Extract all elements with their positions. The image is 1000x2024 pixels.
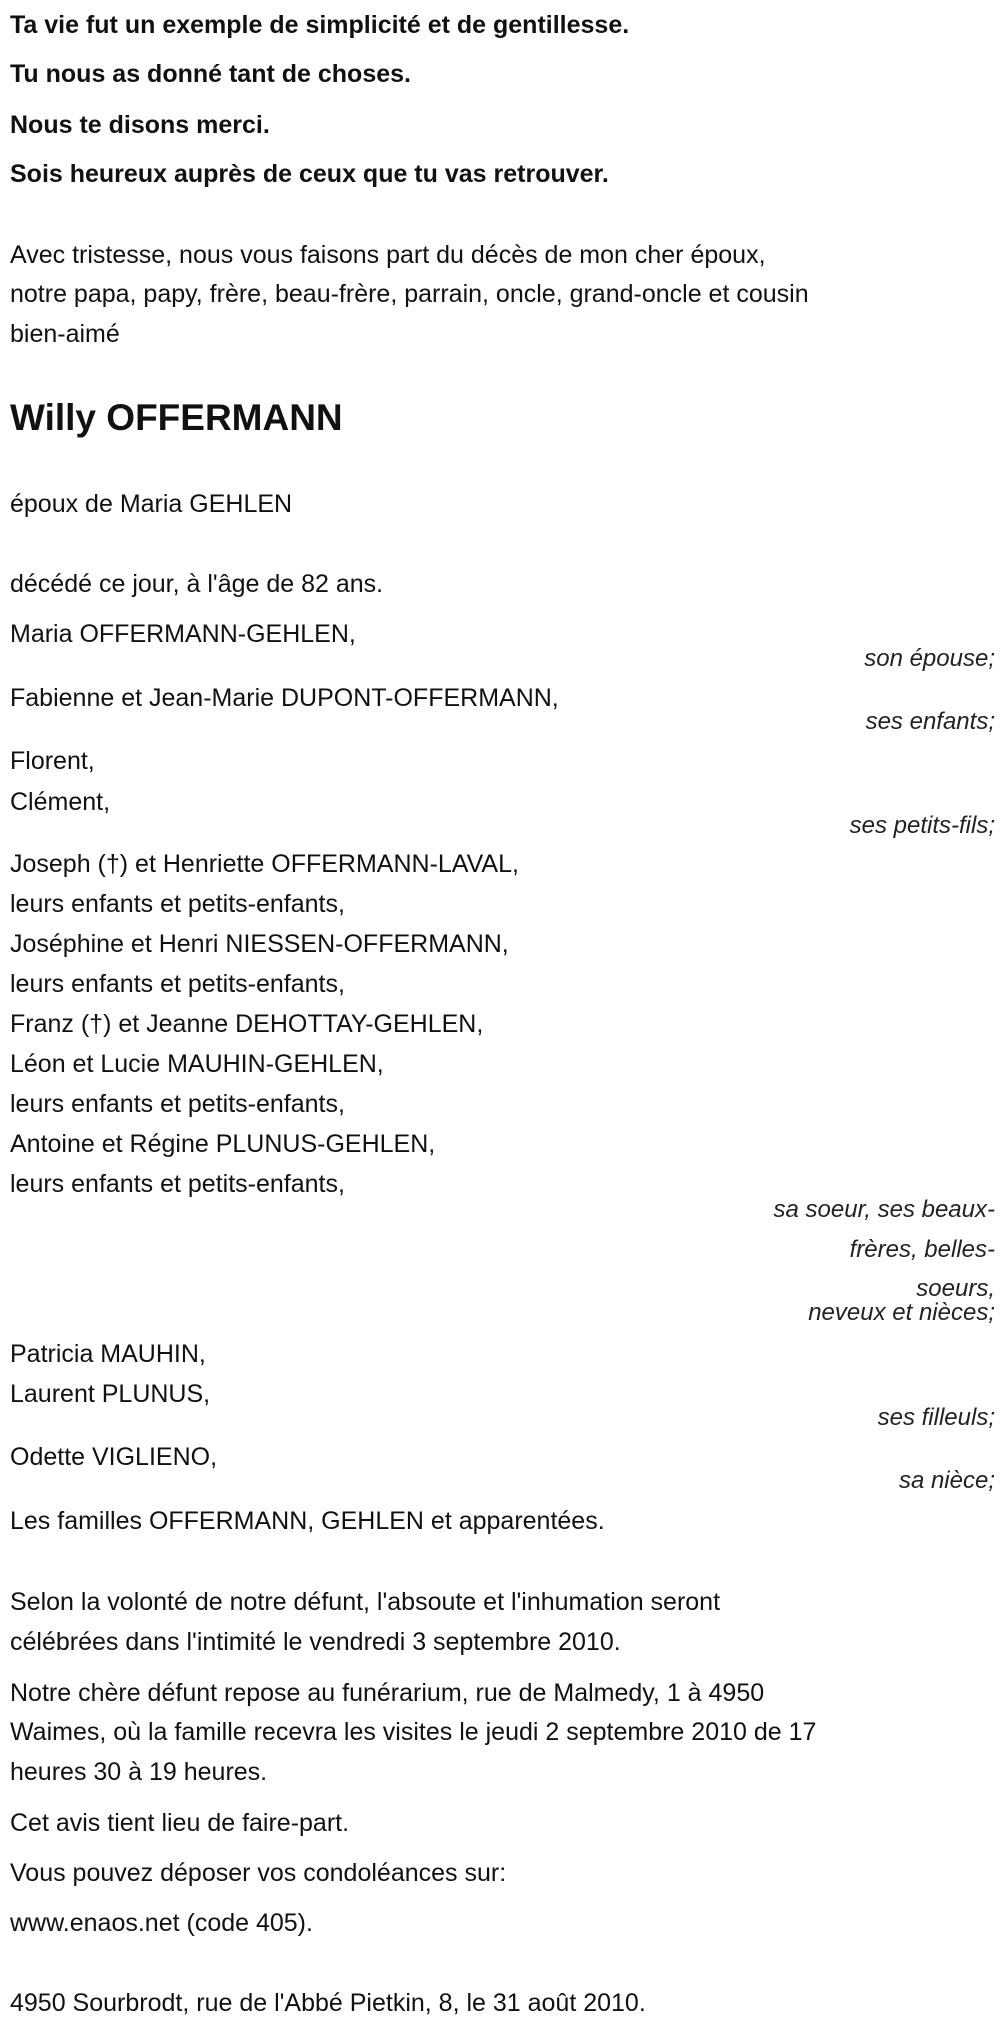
relation-label: son épouse; <box>864 645 995 672</box>
family-name: leurs enfants et petits-enfants, <box>10 1090 345 1118</box>
intro-line: Avec tristesse, nous vous faisons part du décès de mon cher époux, <box>10 241 766 269</box>
family-name: Florent, <box>10 747 95 775</box>
family-name: Fabienne et Jean-Marie DUPONT-OFFERMANN, <box>10 684 559 712</box>
intro-line: bien-aimé <box>10 320 120 348</box>
family-name: Odette VIGLIENO, <box>10 1443 218 1471</box>
poem-line: Ta vie fut un exemple de simplicité et de gentillesse. <box>10 11 630 39</box>
ceremony-line: Selon la volonté de notre défunt, l'absoute et l'inhumation seront <box>10 1588 721 1616</box>
relation-label: sa soeur, ses beaux- <box>773 1196 995 1223</box>
poem-line: Sois heureux auprès de ceux que tu vas retrouver. <box>10 160 609 188</box>
death-line: décédé ce jour, à l'âge de 82 ans. <box>10 570 384 598</box>
poem-line: Nous te disons merci. <box>10 111 270 139</box>
family-name: Joseph (†) et Henriette OFFERMANN-LAVAL, <box>10 850 519 878</box>
notice-line: Cet avis tient lieu de faire-part. <box>10 1809 350 1837</box>
family-name: Léon et Lucie MAUHIN-GEHLEN, <box>10 1050 384 1078</box>
condolences-link[interactable]: www.enaos.net (code 405). <box>10 1909 313 1937</box>
relation-label: sa nièce; <box>898 1467 995 1494</box>
address-date-line: 4950 Sourbrodt, rue de l'Abbé Pietkin, 8, le 31 août 2010. <box>10 1989 646 2017</box>
relation-label: ses filleuls; <box>877 1404 995 1431</box>
family-name: Antoine et Régine PLUNUS-GEHLEN, <box>10 1130 436 1158</box>
deceased-name: Willy OFFERMANN <box>10 397 343 438</box>
family-name: Maria OFFERMANN-GEHLEN, <box>10 620 356 648</box>
relation-label: ses enfants; <box>865 708 995 735</box>
visitation-line: Waimes, où la famille recevra les visites le jeudi 2 septembre 2010 de 17 <box>10 1718 817 1746</box>
relation-label: frères, belles- <box>849 1236 995 1263</box>
relation-label: soeurs, <box>916 1275 995 1302</box>
visitation-line: Notre chère défunt repose au funérarium, rue de Malmedy, 1 à 4950 <box>10 1679 765 1707</box>
family-name: leurs enfants et petits-enfants, <box>10 890 345 918</box>
family-name: leurs enfants et petits-enfants, <box>10 970 345 998</box>
family-name: Joséphine et Henri NIESSEN-OFFERMANN, <box>10 930 509 958</box>
visitation-line: heures 30 à 19 heures. <box>10 1758 268 1786</box>
family-name: leurs enfants et petits-enfants, <box>10 1170 345 1198</box>
family-name: Laurent PLUNUS, <box>10 1380 211 1408</box>
spouse-line: époux de Maria GEHLEN <box>10 490 293 518</box>
family-name: Patricia MAUHIN, <box>10 1340 206 1368</box>
relation-label: neveux et nièces; <box>808 1299 995 1326</box>
family-name: Franz (†) et Jeanne DEHOTTAY-GEHLEN, <box>10 1010 484 1038</box>
relation-label: ses petits-fils; <box>849 812 995 839</box>
poem-line: Tu nous as donné tant de choses. <box>10 60 411 88</box>
intro-line: notre papa, papy, frère, beau-frère, parrain, oncle, grand-oncle et cousin <box>10 280 809 308</box>
families-line: Les familles OFFERMANN, GEHLEN et apparentées. <box>10 1507 605 1535</box>
family-name: Clément, <box>10 788 111 816</box>
ceremony-line: célébrées dans l'intimité le vendredi 3 septembre 2010. <box>10 1628 621 1656</box>
condolences-label: Vous pouvez déposer vos condoléances sur: <box>10 1859 507 1887</box>
